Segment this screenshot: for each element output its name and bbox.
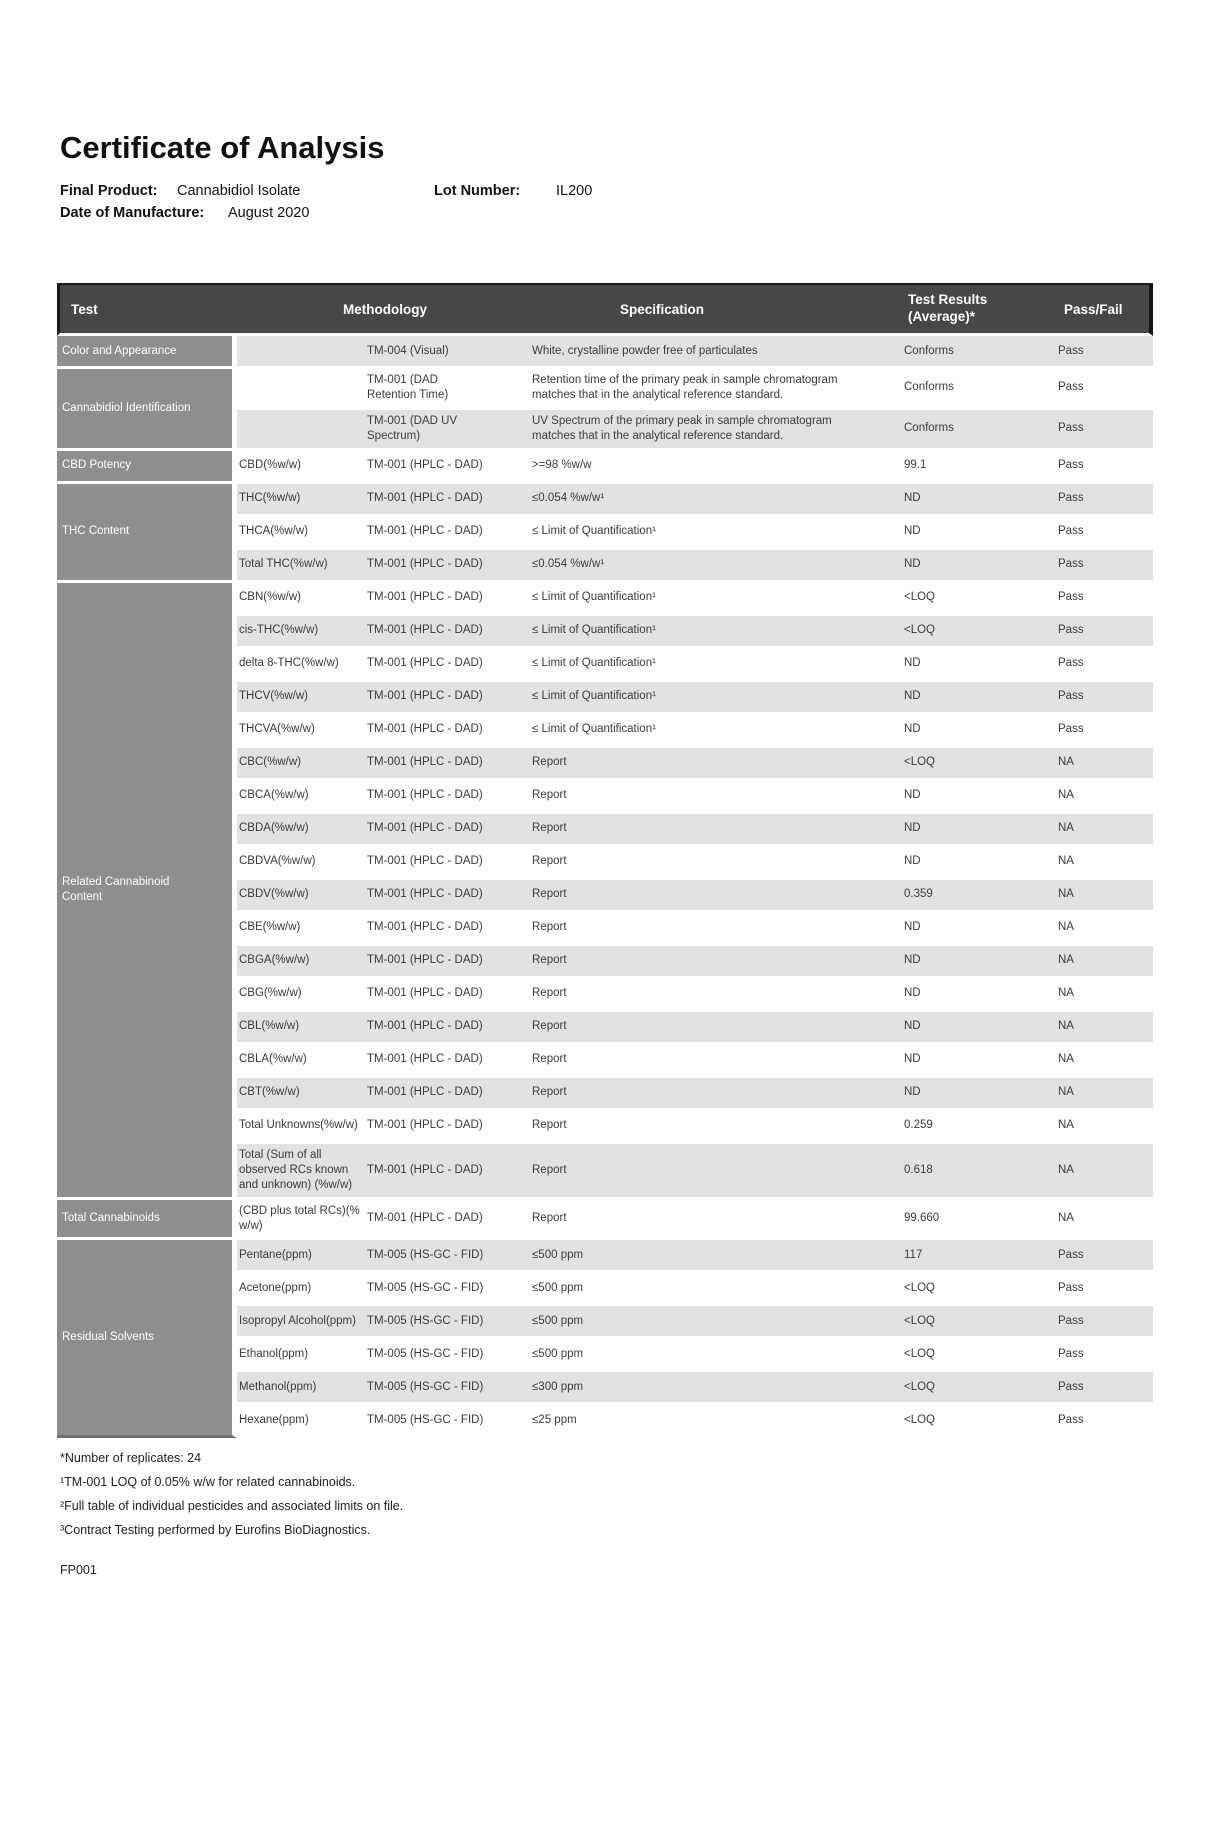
table-row bbox=[237, 781, 1153, 814]
specification-cell: ≤ Limit of Quantification¹ bbox=[532, 657, 656, 670]
footnote: ¹TM-001 LOQ of 0.05% w/w for related cannabinoids. bbox=[60, 1475, 356, 1490]
methodology-cell: TM-001 (HPLC - DAD) bbox=[367, 591, 483, 604]
result-cell: ND bbox=[904, 789, 921, 802]
coa-results-table bbox=[57, 283, 1153, 1438]
test-group bbox=[57, 583, 1153, 1200]
table-row bbox=[237, 880, 1153, 913]
specification-cell: ≤ Limit of Quantification¹ bbox=[532, 525, 656, 538]
column-header-specification: Specification bbox=[620, 301, 705, 317]
test-group-label: CBD Potency bbox=[57, 451, 237, 484]
result-cell: Conforms bbox=[904, 344, 954, 357]
result-cell: ND bbox=[904, 855, 921, 868]
passfail-cell: Pass bbox=[1058, 1314, 1084, 1327]
methodology-cell: TM-001 (HPLC - DAD) bbox=[367, 855, 483, 868]
table-row bbox=[237, 1078, 1153, 1111]
table-row bbox=[237, 336, 1153, 369]
analyte-cell: CBGA(%w/w) bbox=[239, 954, 310, 967]
result-cell: 117 bbox=[904, 1248, 923, 1261]
footnote: ³Contract Testing performed by Eurofins BioDiagnostics. bbox=[60, 1523, 371, 1538]
table-row bbox=[237, 369, 1153, 410]
table-row bbox=[237, 649, 1153, 682]
footnotes bbox=[60, 1451, 1214, 1537]
result-cell: ND bbox=[904, 723, 921, 736]
analyte-cell: Ethanol(ppm) bbox=[239, 1347, 309, 1360]
analyte-cell: Hexane(ppm) bbox=[239, 1413, 309, 1426]
table-row bbox=[237, 1405, 1153, 1438]
column-header-methodology: Methodology bbox=[343, 301, 427, 317]
table-row bbox=[237, 1045, 1153, 1078]
analyte-cell bbox=[237, 425, 367, 433]
final-product-value: Cannabidiol Isolate bbox=[177, 183, 301, 199]
passfail-cell: Pass bbox=[1058, 525, 1084, 538]
result-cell: ND bbox=[904, 954, 921, 967]
test-group-label: THC Content bbox=[57, 484, 237, 583]
specification-cell: ≤500 ppm bbox=[532, 1314, 584, 1327]
passfail-cell: NA bbox=[1058, 1163, 1074, 1176]
table-row bbox=[237, 682, 1153, 715]
result-cell: Conforms bbox=[904, 422, 954, 435]
methodology-cell: TM-004 (Visual) bbox=[367, 344, 449, 357]
column-header-test: Test bbox=[71, 301, 98, 317]
table-row bbox=[237, 583, 1153, 616]
methodology-cell: TM-001 (HPLC - DAD) bbox=[367, 1020, 483, 1033]
passfail-cell: NA bbox=[1058, 855, 1074, 868]
passfail-cell: Pass bbox=[1058, 1347, 1084, 1360]
analyte-cell: CBD(%w/w) bbox=[239, 459, 301, 472]
specification-cell: UV Spectrum of the primary peak in sample chromatogram matches that in the analytical reference standard. bbox=[532, 414, 832, 442]
specification-cell: Report bbox=[532, 1163, 567, 1176]
document-title: Certificate of Analysis bbox=[60, 130, 385, 165]
table-row bbox=[237, 1306, 1153, 1339]
specification-cell: White, crystalline powder free of particulates bbox=[532, 344, 758, 357]
test-group-label: Color and Appearance bbox=[57, 336, 237, 369]
passfail-cell: Pass bbox=[1058, 690, 1084, 703]
passfail-cell: Pass bbox=[1058, 492, 1084, 505]
methodology-cell: TM-001 (HPLC - DAD) bbox=[367, 624, 483, 637]
table-row bbox=[237, 913, 1153, 946]
analyte-cell: CBE(%w/w) bbox=[239, 921, 301, 934]
methodology-cell: TM-001 (HPLC - DAD) bbox=[367, 690, 483, 703]
result-cell: ND bbox=[904, 525, 921, 538]
table-row bbox=[237, 1144, 1153, 1200]
passfail-cell: NA bbox=[1058, 1020, 1074, 1033]
analyte-cell: CBL(%w/w) bbox=[239, 1020, 300, 1033]
table-row bbox=[237, 410, 1153, 451]
table-row bbox=[237, 748, 1153, 781]
footnote: ²Full table of individual pesticides and associated limits on file. bbox=[60, 1499, 404, 1514]
specification-cell: ≤ Limit of Quantification¹ bbox=[532, 591, 656, 604]
methodology-cell: TM-001 (DAD Retention Time) bbox=[367, 374, 449, 401]
test-group-label: Cannabidiol Identification bbox=[57, 369, 237, 451]
methodology-cell: TM-001 (HPLC - DAD) bbox=[367, 492, 483, 505]
specification-cell: Report bbox=[532, 822, 567, 835]
specification-cell: ≤ Limit of Quantification¹ bbox=[532, 624, 656, 637]
result-cell: 99.1 bbox=[904, 459, 927, 472]
passfail-cell: NA bbox=[1058, 1212, 1074, 1225]
analyte-cell: Pentane(ppm) bbox=[239, 1248, 312, 1261]
methodology-cell: TM-001 (HPLC - DAD) bbox=[367, 987, 483, 1000]
methodology-cell: TM-005 (HS-GC - FID) bbox=[367, 1314, 484, 1327]
passfail-cell: Pass bbox=[1058, 459, 1084, 472]
table-row bbox=[237, 1111, 1153, 1144]
analyte-cell: CBLA(%w/w) bbox=[239, 1053, 307, 1066]
specification-cell: Report bbox=[532, 1212, 567, 1225]
methodology-cell: TM-001 (HPLC - DAD) bbox=[367, 657, 483, 670]
result-cell: <LOQ bbox=[904, 1281, 936, 1294]
analyte-cell: Acetone(ppm) bbox=[239, 1281, 312, 1294]
analyte-cell bbox=[237, 384, 367, 392]
test-group bbox=[57, 451, 1153, 484]
table-row bbox=[237, 847, 1153, 880]
table-row bbox=[237, 715, 1153, 748]
form-code: FP001 bbox=[60, 1563, 97, 1578]
column-header-test-results: Test Results (Average)* bbox=[908, 292, 988, 324]
test-group bbox=[57, 1200, 1153, 1241]
test-group bbox=[57, 484, 1153, 583]
passfail-cell: NA bbox=[1058, 1053, 1074, 1066]
passfail-cell: NA bbox=[1058, 822, 1074, 835]
methodology-cell: TM-005 (HS-GC - FID) bbox=[367, 1347, 484, 1360]
methodology-cell: TM-001 (HPLC - DAD) bbox=[367, 1053, 483, 1066]
result-cell: ND bbox=[904, 987, 921, 1000]
analyte-cell: (CBD plus total RCs)(% w/w) bbox=[239, 1204, 360, 1232]
specification-cell: Retention time of the primary peak in sample chromatogram matches that in the analytical reference standard. bbox=[532, 374, 838, 401]
result-cell: <LOQ bbox=[904, 1380, 936, 1393]
table-row bbox=[237, 616, 1153, 649]
result-cell: ND bbox=[904, 1053, 921, 1066]
passfail-cell: Pass bbox=[1058, 381, 1084, 394]
table-row bbox=[237, 550, 1153, 583]
result-cell: Conforms bbox=[904, 381, 954, 394]
specification-cell: ≤0.054 %w/w¹ bbox=[532, 492, 605, 505]
table-row bbox=[237, 1200, 1153, 1241]
methodology-cell: TM-001 (HPLC - DAD) bbox=[367, 822, 483, 835]
passfail-cell: NA bbox=[1058, 954, 1074, 967]
specification-cell: Report bbox=[532, 1086, 567, 1099]
passfail-cell: NA bbox=[1058, 921, 1074, 934]
result-cell: 99.660 bbox=[904, 1212, 940, 1225]
methodology-cell: TM-001 (HPLC - DAD) bbox=[367, 789, 483, 802]
result-cell: ND bbox=[904, 558, 921, 571]
column-header-pass-fail: Pass/Fail bbox=[1064, 301, 1123, 317]
date-of-manufacture-label: Date of Manufacture: bbox=[60, 205, 205, 221]
analyte-cell: CBCA(%w/w) bbox=[239, 789, 309, 802]
passfail-cell: NA bbox=[1058, 1119, 1074, 1132]
test-group bbox=[57, 336, 1153, 369]
methodology-cell: TM-001 (HPLC - DAD) bbox=[367, 558, 483, 571]
specification-cell: Report bbox=[532, 1020, 567, 1033]
result-cell: 0.359 bbox=[904, 888, 933, 901]
analyte-cell: delta 8-THC(%w/w) bbox=[239, 657, 339, 670]
table-row bbox=[237, 451, 1153, 484]
lot-number-value: IL200 bbox=[556, 183, 593, 199]
passfail-cell: Pass bbox=[1058, 558, 1084, 571]
passfail-cell: Pass bbox=[1058, 591, 1084, 604]
table-row bbox=[237, 979, 1153, 1012]
analyte-cell: Total THC(%w/w) bbox=[239, 558, 328, 571]
methodology-cell: TM-001 (HPLC - DAD) bbox=[367, 459, 483, 472]
result-cell: 0.259 bbox=[904, 1119, 933, 1132]
table-row bbox=[237, 1240, 1153, 1273]
result-cell: ND bbox=[904, 921, 921, 934]
methodology-cell: TM-001 (DAD UV Spectrum) bbox=[367, 414, 458, 442]
specification-cell: ≤ Limit of Quantification¹ bbox=[532, 723, 656, 736]
passfail-cell: Pass bbox=[1058, 422, 1084, 435]
table-header-row bbox=[57, 283, 1153, 336]
table-row bbox=[237, 484, 1153, 517]
specification-cell: ≤0.054 %w/w¹ bbox=[532, 558, 605, 571]
passfail-cell: Pass bbox=[1058, 1248, 1084, 1261]
analyte-cell: THCV(%w/w) bbox=[239, 690, 308, 703]
result-cell: ND bbox=[904, 690, 921, 703]
specification-cell: ≤25 ppm bbox=[532, 1413, 577, 1426]
table-row bbox=[237, 517, 1153, 550]
result-cell: 0.618 bbox=[904, 1163, 933, 1176]
specification-cell: Report bbox=[532, 921, 567, 934]
analyte-cell: Total Unknowns(%w/w) bbox=[239, 1119, 358, 1132]
passfail-cell: Pass bbox=[1058, 344, 1084, 357]
methodology-cell: TM-001 (HPLC - DAD) bbox=[367, 1086, 483, 1099]
passfail-cell: NA bbox=[1058, 789, 1074, 802]
analyte-cell: CBDV(%w/w) bbox=[239, 888, 309, 901]
specification-cell: >=98 %w/w bbox=[532, 459, 592, 472]
result-cell: ND bbox=[904, 657, 921, 670]
specification-cell: Report bbox=[532, 954, 567, 967]
specification-cell: ≤500 ppm bbox=[532, 1248, 584, 1261]
test-group-label: Related Cannabinoid Content bbox=[57, 583, 237, 1200]
test-group bbox=[57, 1240, 1153, 1438]
passfail-cell: Pass bbox=[1058, 657, 1084, 670]
date-of-manufacture-value: August 2020 bbox=[228, 205, 310, 221]
methodology-cell: TM-001 (HPLC - DAD) bbox=[367, 888, 483, 901]
analyte-cell: THCVA(%w/w) bbox=[239, 723, 315, 736]
methodology-cell: TM-001 (HPLC - DAD) bbox=[367, 525, 483, 538]
test-group-label: Total Cannabinoids bbox=[57, 1200, 237, 1241]
result-cell: ND bbox=[904, 492, 921, 505]
analyte-cell: Methanol(ppm) bbox=[239, 1380, 317, 1393]
methodology-cell: TM-005 (HS-GC - FID) bbox=[367, 1248, 484, 1261]
test-group bbox=[57, 369, 1153, 451]
analyte-cell bbox=[237, 347, 367, 355]
result-cell: ND bbox=[904, 1086, 921, 1099]
table-row bbox=[237, 1273, 1153, 1306]
specification-cell: Report bbox=[532, 855, 567, 868]
analyte-cell: Isopropyl Alcohol(ppm) bbox=[239, 1314, 356, 1327]
analyte-cell: CBN(%w/w) bbox=[239, 591, 301, 604]
specification-cell: Report bbox=[532, 1053, 567, 1066]
passfail-cell: Pass bbox=[1058, 723, 1084, 736]
specification-cell: Report bbox=[532, 888, 567, 901]
result-cell: <LOQ bbox=[904, 624, 936, 637]
specification-cell: Report bbox=[532, 987, 567, 1000]
analyte-cell: THCA(%w/w) bbox=[239, 525, 308, 538]
final-product-label: Final Product: bbox=[60, 183, 158, 199]
specification-cell: ≤500 ppm bbox=[532, 1347, 584, 1360]
lot-number-label: Lot Number: bbox=[434, 183, 521, 199]
footnote: *Number of replicates: 24 bbox=[60, 1451, 202, 1466]
analyte-cell: CBDA(%w/w) bbox=[239, 822, 309, 835]
specification-cell: ≤500 ppm bbox=[532, 1281, 584, 1294]
table-row bbox=[237, 814, 1153, 847]
analyte-cell: cis-THC(%w/w) bbox=[239, 624, 319, 637]
analyte-cell: CBC(%w/w) bbox=[239, 756, 301, 769]
table-row bbox=[237, 946, 1153, 979]
passfail-cell: Pass bbox=[1058, 624, 1084, 637]
specification-cell: Report bbox=[532, 789, 567, 802]
passfail-cell: Pass bbox=[1058, 1380, 1084, 1393]
specification-cell: Report bbox=[532, 1119, 567, 1132]
result-cell: ND bbox=[904, 822, 921, 835]
passfail-cell: NA bbox=[1058, 888, 1074, 901]
passfail-cell: NA bbox=[1058, 756, 1074, 769]
analyte-cell: CBDVA(%w/w) bbox=[239, 855, 316, 868]
product-info-line bbox=[0, 183, 1214, 205]
methodology-cell: TM-001 (HPLC - DAD) bbox=[367, 1119, 483, 1132]
specification-cell: Report bbox=[532, 756, 567, 769]
result-cell: <LOQ bbox=[904, 1314, 936, 1327]
analyte-cell: CBG(%w/w) bbox=[239, 987, 302, 1000]
analyte-cell: Total (Sum of all observed RCs known and unknown) (%w/w) bbox=[239, 1148, 353, 1191]
table-row bbox=[237, 1012, 1153, 1045]
result-cell: <LOQ bbox=[904, 756, 936, 769]
methodology-cell: TM-005 (HS-GC - FID) bbox=[367, 1380, 484, 1393]
passfail-cell: Pass bbox=[1058, 1413, 1084, 1426]
methodology-cell: TM-001 (HPLC - DAD) bbox=[367, 756, 483, 769]
passfail-cell: NA bbox=[1058, 1086, 1074, 1099]
methodology-cell: TM-001 (HPLC - DAD) bbox=[367, 1212, 483, 1225]
methodology-cell: TM-001 (HPLC - DAD) bbox=[367, 921, 483, 934]
result-cell: <LOQ bbox=[904, 1413, 936, 1426]
methodology-cell: TM-001 (HPLC - DAD) bbox=[367, 954, 483, 967]
table-row bbox=[237, 1339, 1153, 1372]
specification-cell: ≤300 ppm bbox=[532, 1380, 584, 1393]
test-group-label: Residual Solvents bbox=[57, 1240, 237, 1438]
table-body bbox=[57, 336, 1153, 1438]
methodology-cell: TM-001 (HPLC - DAD) bbox=[367, 723, 483, 736]
methodology-cell: TM-001 (HPLC - DAD) bbox=[367, 1163, 483, 1176]
table-row bbox=[237, 1372, 1153, 1405]
result-cell: ND bbox=[904, 1020, 921, 1033]
result-cell: <LOQ bbox=[904, 591, 936, 604]
analyte-cell: THC(%w/w) bbox=[239, 492, 301, 505]
specification-cell: ≤ Limit of Quantification¹ bbox=[532, 690, 656, 703]
manufacture-info-line bbox=[0, 205, 1214, 227]
methodology-cell: TM-005 (HS-GC - FID) bbox=[367, 1281, 484, 1294]
passfail-cell: Pass bbox=[1058, 1281, 1084, 1294]
analyte-cell: CBT(%w/w) bbox=[239, 1086, 300, 1099]
methodology-cell: TM-005 (HS-GC - FID) bbox=[367, 1413, 484, 1426]
passfail-cell: NA bbox=[1058, 987, 1074, 1000]
result-cell: <LOQ bbox=[904, 1347, 936, 1360]
